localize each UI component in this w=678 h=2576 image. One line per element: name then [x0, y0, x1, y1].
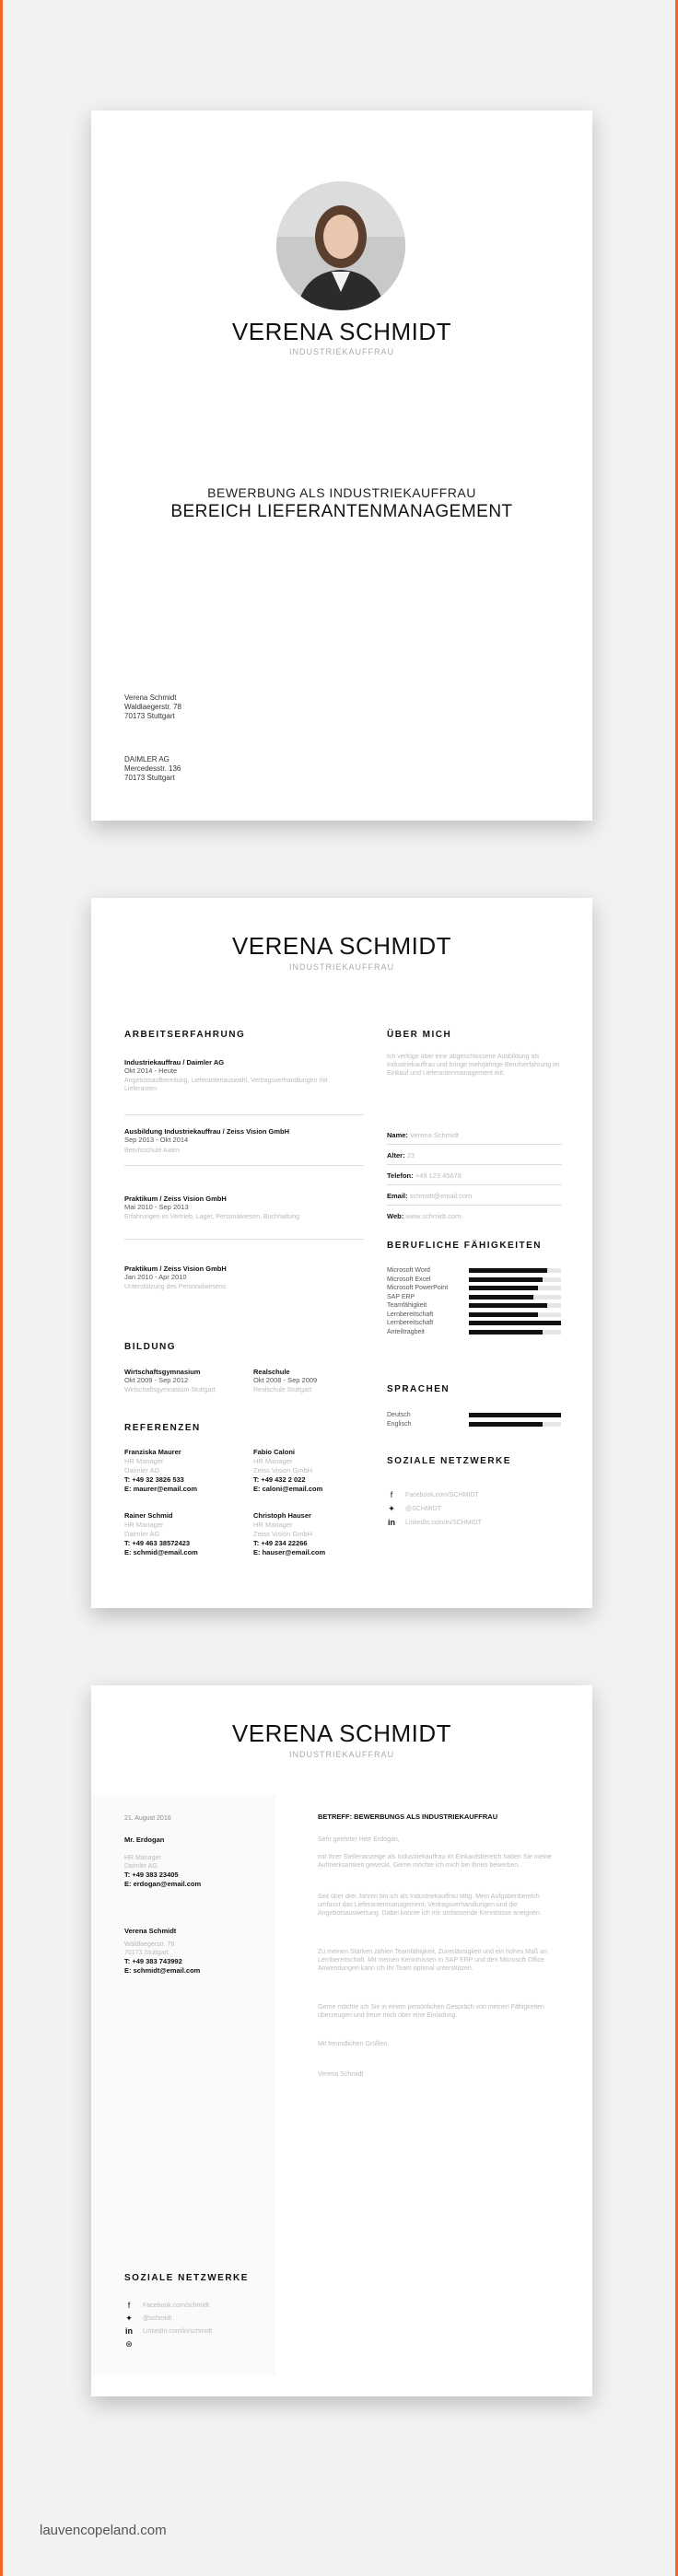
reference-tel: T: +49 32 3826 533: [124, 1475, 184, 1484]
reference-tel: T: +49 234 22266: [253, 1539, 308, 1547]
skill-bar: [469, 1286, 561, 1290]
reference-name: Christoph Hauser: [253, 1511, 311, 1520]
reference-card: [253, 1511, 325, 1557]
education-title: Realschule: [253, 1368, 290, 1376]
reference-role: HR Manager: [124, 1521, 164, 1529]
reference-company: Daimler AG: [124, 1530, 160, 1538]
letter-paragraph: mit Ihrer Stellenanzeige als Industriekauffrau im Einkaufsbereich haben Sie meine Aufmerksamkeit geweckt. Gerne möchte ich mich bei Ihnen bewerben.: [318, 1854, 552, 1869]
language-bar: [469, 1413, 561, 1417]
reference-mail: E: maurer@email.com: [124, 1485, 198, 1493]
social-heading: SOZIALE NETZWERKE: [387, 1456, 511, 1466]
languages-heading: SPRACHEN: [387, 1384, 450, 1394]
skill-label: Anteiltragbeit: [387, 1328, 425, 1335]
cover-letter-page: [91, 1685, 592, 2396]
skill-bar: [469, 1295, 561, 1300]
skill-bar: [469, 1277, 561, 1282]
reference-mail: E: schmid@email.com: [124, 1548, 198, 1556]
cover-page: [91, 111, 592, 821]
reference-tel: T: +49 463 38572423: [124, 1539, 191, 1547]
recipient-tel: T: +49 383 23405: [124, 1871, 179, 1879]
facebook-icon[interactable]: f: [390, 1490, 393, 1499]
cv-page: [91, 898, 592, 1608]
sender-line: Verena Schmidt: [124, 694, 177, 702]
skill-bar: [469, 1321, 561, 1325]
skill-bar-fill: [469, 1303, 547, 1308]
about-text: Ich verfüge über eine abgeschlossene Ausbildung als Industriekauffrau und bringe mehrjährige Berufserfahrung im Einkauf und Lieferantenmanagement mit.: [387, 1054, 560, 1077]
skill-label: Lernbereitschaft: [387, 1311, 434, 1318]
skill-bar-fill: [469, 1295, 533, 1300]
language-bar: [469, 1422, 561, 1427]
personal-email: Email: schmidt@email.com: [387, 1192, 473, 1200]
letter-closing: Mit freundlichen Grüßen: [318, 2041, 388, 2047]
skill-label: Microsoft Word: [387, 1267, 430, 1274]
recipient-line: HR Manager: [124, 1855, 161, 1861]
skill-label: Lernbereitschaft: [387, 1320, 434, 1326]
experience-title: Ausbildung Industriekauffrau / Zeiss Vision GmbH: [124, 1127, 290, 1136]
social-link[interactable]: LinkedIn.com/in/schmidt: [143, 2328, 213, 2335]
education-date: Okt 2008 - Sep 2009: [253, 1376, 318, 1384]
divider: [387, 1184, 562, 1185]
skill-bar-fill: [469, 1286, 538, 1290]
twitter-icon[interactable]: ✦: [125, 2314, 133, 2323]
reference-mail: E: hauser@email.com: [253, 1548, 326, 1556]
skill-bar: [469, 1312, 561, 1317]
social-link[interactable]: @schmidt: [143, 2315, 172, 2322]
social-link[interactable]: @SCHMIDT: [405, 1506, 441, 1512]
profile-photo-image: [276, 181, 405, 310]
reference-name: Rainer Schmid: [124, 1511, 173, 1520]
education-desc: Realschule Stuttgart: [253, 1387, 312, 1393]
skill-bar: [469, 1303, 561, 1308]
cv-name: VERENA SCHMIDT: [231, 932, 452, 960]
divider: [387, 1164, 562, 1165]
language-bar-fill: [469, 1422, 543, 1427]
application-heading-line2: BEREICH LIEFERANTENMANAGEMENT: [170, 502, 513, 521]
experience-desc: Angebotsaufbereitung, Lieferantenauswahl, Vertragsverhandlungen mit Lieferanten: [124, 1078, 328, 1092]
sender-line: Waldlaegerstr. 78: [124, 703, 181, 711]
reference-tel: T: +49 432 2 022: [253, 1475, 306, 1484]
linkedin-icon[interactable]: in: [125, 2326, 133, 2336]
letter-paragraph: Seit über drei Jahren bin ich als Industriekauffrau tätig. Mein Aufgabenbereich umfasst das Lieferantenmanagement, Vertragsverhandlungen und die Angebotsauswertung. Dabei konnte ich mir umfassende Kenntnisse aneignen.: [318, 1894, 542, 1917]
letter-paragraph: Gerne möchte ich Sie in einem persönlichen Gespräch von meinen Fähigkeiten überzeugen und freue mich über eine Einladung.: [318, 2004, 544, 2019]
reference-mail: E: caloni@email.com: [253, 1485, 323, 1493]
letter-date: 21. August 2016: [124, 1815, 171, 1822]
experience-title: Industriekauffrau / Daimler AG: [124, 1058, 225, 1067]
recipient-mail: E: erdogan@email.com: [124, 1880, 202, 1888]
skill-label: Teamfähigkeit: [387, 1302, 427, 1309]
profile-photo: [276, 181, 405, 310]
skill-label: SAP ERP: [387, 1293, 415, 1300]
experience-desc: Berufsschule Aalen: [124, 1148, 180, 1154]
reference-name: Franziska Maurer: [124, 1448, 181, 1456]
recipient-address: [124, 755, 181, 783]
sender-line: 70173 Stuttgart: [124, 712, 175, 720]
personal-phone: Telefon: +49 123 45678: [387, 1171, 462, 1180]
education-title: Wirtschaftsgymnasium: [124, 1368, 201, 1376]
experience-desc: Unterstützung des Personalwesens: [124, 1284, 227, 1290]
divider: [387, 1144, 562, 1145]
sender-name: Verena Schmidt: [124, 1927, 177, 1935]
cv-job-title: INDUSTRIEKAUFFRAU: [288, 962, 394, 972]
letter-salutation: Sehr geehrter Herr Erdogan,: [318, 1836, 400, 1843]
linkedin-icon[interactable]: in: [388, 1518, 395, 1527]
skill-bar-fill: [469, 1277, 543, 1282]
watermark: lauvencopeland.com: [40, 2523, 167, 2538]
education-date: Okt 2009 - Sep 2012: [124, 1376, 189, 1384]
reference-company: Daimler AG: [124, 1466, 160, 1474]
language-bar-fill: [469, 1413, 561, 1417]
recipient-line: DAIMLER AG: [124, 755, 170, 763]
skill-bar: [469, 1268, 561, 1273]
sender-block: [124, 1927, 176, 1936]
education-heading: BILDUNG: [124, 1342, 177, 1352]
reference-card: [124, 1511, 198, 1557]
letter-paragraph: Zu meinen Stärken zählen Teamfähigkeit, Zuverlässigkeit und ein hohes Maß an Lernbereitschaft. Mit meinen Kenntnissen in SAP ERP und den Microsoft Office Anwendungen kann ich Ihr Team optimal unterstützen.: [318, 1949, 547, 1972]
dribbble-icon[interactable]: ⊛: [125, 2339, 133, 2349]
reference-card: [124, 1448, 197, 1494]
experience-title: Praktikum / Zeiss Vision GmbH: [124, 1195, 227, 1203]
skill-bar: [469, 1330, 561, 1335]
experience-date: Sep 2013 - Okt 2014: [124, 1136, 189, 1144]
divider: [124, 1114, 364, 1115]
sender-line: Waldlaegerstr. 78: [124, 1941, 175, 1948]
sender-mail: E: schmidt@email.com: [124, 1966, 201, 1975]
letter-signature: Verena Schmidt: [318, 2071, 364, 2078]
about-heading: ÜBER MICH: [387, 1030, 452, 1040]
sender-tel: T: +49 383 743992: [124, 1957, 182, 1965]
language-label: Englisch: [387, 1420, 412, 1428]
recipient-line: Daimler AG: [124, 1863, 158, 1870]
skills-heading: BERUFLICHE FÄHIGKEITEN: [387, 1241, 542, 1251]
personal-web: Web: www.schmidt.com: [387, 1212, 462, 1220]
letter-job-title: INDUSTRIEKAUFFRAU: [288, 1750, 394, 1759]
experience-heading: ARBEITSERFAHRUNG: [124, 1030, 246, 1040]
sender-contact: [124, 1957, 200, 1976]
reference-role: HR Manager: [253, 1521, 293, 1529]
reference-role: HR Manager: [253, 1457, 293, 1465]
skill-bar-fill: [469, 1321, 561, 1325]
divider: [124, 1165, 364, 1166]
skill-label: Microsoft PowerPoint: [387, 1285, 449, 1291]
recipient-line: Mercedesstr. 136: [124, 764, 181, 773]
twitter-icon[interactable]: ✦: [388, 1504, 395, 1513]
sender-address: [124, 694, 181, 721]
letter-social-heading: SOZIALE NETZWERKE: [124, 2273, 249, 2283]
education-desc: Wirtschaftsgymnasium Stuttgart: [124, 1387, 216, 1393]
reference-company: Zeiss Vision GmbH: [253, 1530, 313, 1538]
experience-date: Okt 2014 - Heute: [124, 1067, 178, 1075]
social-link[interactable]: Facebook.com/schmidt: [143, 2302, 209, 2309]
skill-bar-fill: [469, 1268, 547, 1273]
reference-name: Fabio Caloni: [253, 1448, 295, 1456]
experience-title: Praktikum / Zeiss Vision GmbH: [124, 1265, 227, 1273]
application-heading-line1: BEWERBUNG ALS INDUSTRIEKAUFFRAU: [207, 485, 476, 500]
recipient-line: 70173 Stuttgart: [124, 774, 175, 782]
reference-company: Zeiss Vision GmbH: [253, 1466, 313, 1474]
social-link[interactable]: Facebook.com/SCHMIDT: [405, 1492, 479, 1498]
recipient-block: [124, 1836, 164, 1845]
applicant-name: VERENA SCHMIDT: [231, 318, 452, 345]
social-link[interactable]: LinkedIn.com/in/SCHMIDT: [405, 1520, 482, 1526]
references-heading: REFERENZEN: [124, 1423, 201, 1433]
skill-label: Microsoft Excel: [387, 1276, 431, 1283]
job-title: INDUSTRIEKAUFFRAU: [288, 347, 394, 356]
recipient-contact: [124, 1871, 201, 1889]
facebook-icon[interactable]: f: [127, 2301, 131, 2310]
personal-age: Alter: 23: [387, 1151, 415, 1160]
personal-name: Name: Verena Schmidt: [387, 1131, 459, 1139]
divider: [124, 1239, 364, 1240]
skill-bar-fill: [469, 1312, 538, 1317]
letter-name: VERENA SCHMIDT: [231, 1719, 452, 1747]
experience-date: Jan 2010 - Apr 2010: [124, 1273, 187, 1281]
letter-subject: BETREFF: BEWERBUNGS ALS INDUSTRIEKAUFFRAU: [318, 1813, 498, 1821]
reference-role: HR Manager: [124, 1457, 164, 1465]
language-label: Deutsch: [387, 1412, 411, 1418]
recipient-name: Mr. Erdogan: [124, 1836, 165, 1844]
reference-card: [253, 1448, 322, 1494]
experience-date: Mai 2010 - Sep 2013: [124, 1203, 189, 1211]
skill-bar-fill: [469, 1330, 543, 1335]
divider: [387, 1205, 562, 1206]
experience-desc: Erfahrungen im Vertrieb, Lager, Personalwesen, Buchhaltung: [124, 1214, 299, 1220]
sender-line: 70173 Stuttgart: [124, 1950, 169, 1956]
